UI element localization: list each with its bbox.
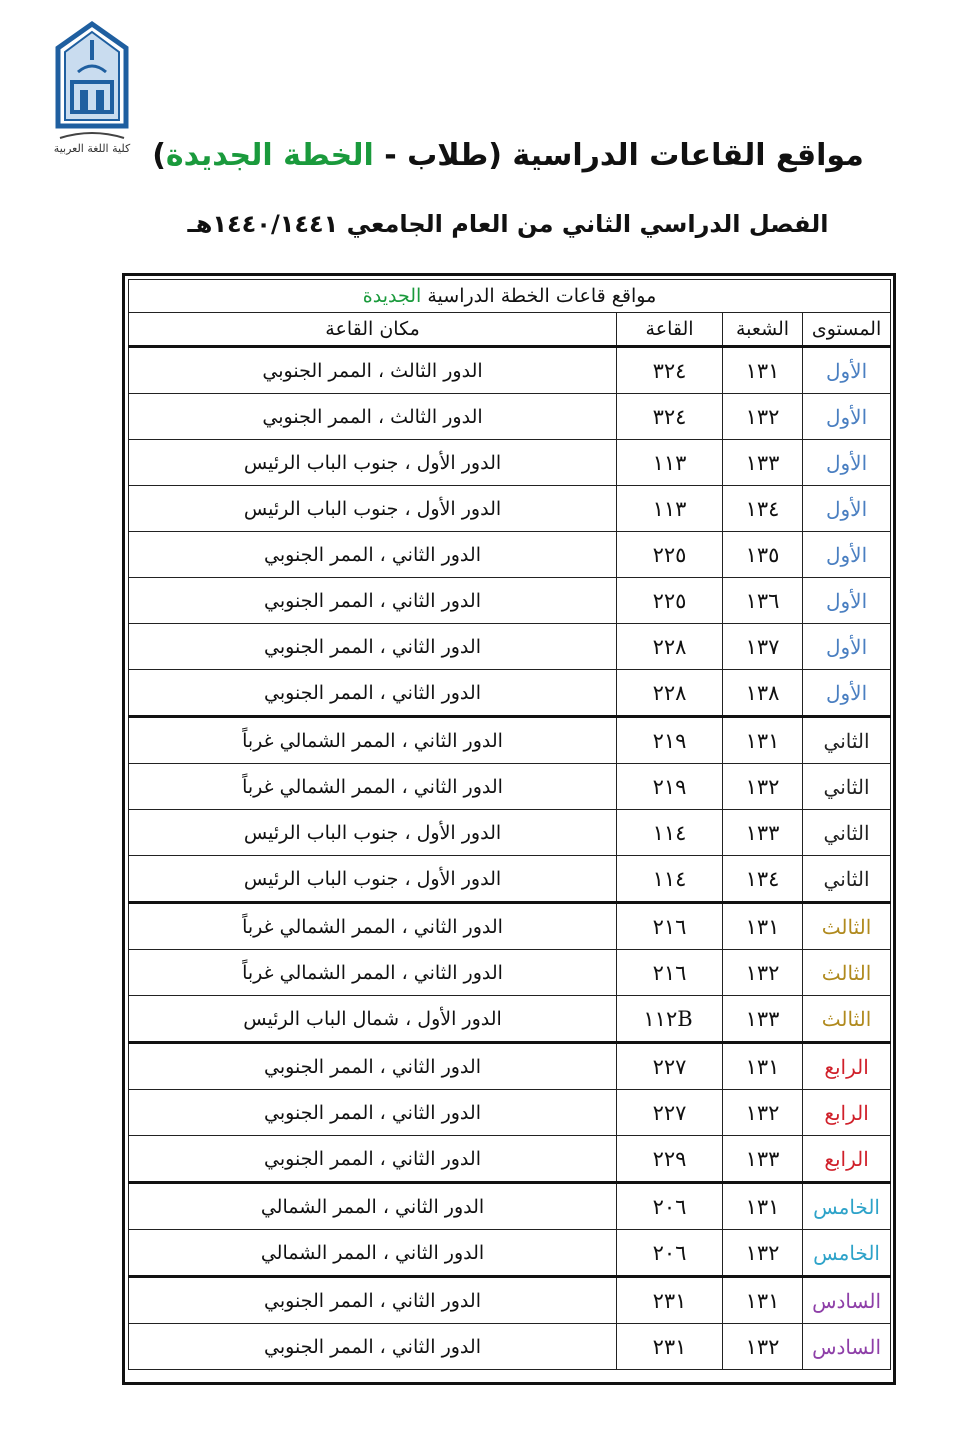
level-cell: الخامس xyxy=(803,1230,891,1277)
location-cell: الدور الثاني ، الممر الشمالي غرباً xyxy=(129,717,617,764)
table-row xyxy=(129,1324,891,1370)
caption-highlight: الجديدة xyxy=(362,285,422,307)
section-cell: ١٣٢ xyxy=(723,1090,803,1136)
section-cell: ١٣٦ xyxy=(723,578,803,624)
table-row xyxy=(129,394,891,440)
room-cell: ١١٤ xyxy=(617,810,723,856)
room-cell: ٢٢٩ xyxy=(617,1136,723,1183)
col-header-section: الشعبة xyxy=(723,313,803,347)
level-cell: الثالث xyxy=(803,903,891,950)
room-cell: ٢١٩ xyxy=(617,717,723,764)
location-cell: الدور الثالث ، الممر الجنوبي xyxy=(129,394,617,440)
section-cell: ١٣٢ xyxy=(723,764,803,810)
section-cell: ١٣٨ xyxy=(723,670,803,717)
room-cell: ٢٠٦ xyxy=(617,1183,723,1230)
page-title: مواقع القاعات الدراسية (طلاب - الخطة الجديدة) xyxy=(152,138,864,173)
room-cell: ٣٢٤ xyxy=(617,347,723,394)
title-highlight: الخطة الجديدة xyxy=(165,138,374,173)
table-row xyxy=(129,440,891,486)
section-cell: ١٣٥ xyxy=(723,532,803,578)
room-cell: ٢٢٨ xyxy=(617,624,723,670)
section-cell: ١٣٢ xyxy=(723,394,803,440)
location-cell: الدور الثاني ، الممر الجنوبي xyxy=(129,578,617,624)
level-cell: الأول xyxy=(803,624,891,670)
location-cell: الدور الأول ، جنوب الباب الرئيس xyxy=(129,440,617,486)
level-cell: الرابع xyxy=(803,1136,891,1183)
room-cell: ٢٣١ xyxy=(617,1277,723,1324)
section-cell: ١٣١ xyxy=(723,903,803,950)
level-cell: السادس xyxy=(803,1277,891,1324)
section-cell: ١٣١ xyxy=(723,717,803,764)
level-cell: الأول xyxy=(803,394,891,440)
table-row xyxy=(129,624,891,670)
section-cell: ١٣٢ xyxy=(723,1230,803,1277)
room-cell: ٢٢٧ xyxy=(617,1090,723,1136)
location-cell: الدور الثاني ، الممر الشمالي غرباً xyxy=(129,764,617,810)
level-cell: الأول xyxy=(803,532,891,578)
table-row xyxy=(129,1136,891,1183)
col-header-location: مكان القاعة xyxy=(129,313,617,347)
location-cell: الدور الأول ، جنوب الباب الرئيس xyxy=(129,486,617,532)
room-cell: ٢٣١ xyxy=(617,1324,723,1370)
table-row xyxy=(129,670,891,717)
section-cell: ١٣٣ xyxy=(723,810,803,856)
level-cell: السادس xyxy=(803,1324,891,1370)
table-row xyxy=(129,1043,891,1090)
table-row xyxy=(129,1230,891,1277)
table-row xyxy=(129,578,891,624)
section-cell: ١٣٣ xyxy=(723,1136,803,1183)
logo-caption: كلية اللغة العربية xyxy=(53,142,131,155)
room-cell: ٢٢٨ xyxy=(617,670,723,717)
location-cell: الدور الثاني ، الممر الجنوبي xyxy=(129,624,617,670)
table-row xyxy=(129,1277,891,1324)
rooms-table xyxy=(128,279,891,1370)
location-cell: الدور الثاني ، الممر الجنوبي xyxy=(129,1277,617,1324)
level-cell: الأول xyxy=(803,440,891,486)
page-subtitle: الفصل الدراسي الثاني من العام الجامعي ١٤٤٠/١٤٤١هـ xyxy=(187,210,829,238)
table-row xyxy=(129,486,891,532)
room-cell: ٢٢٥ xyxy=(617,578,723,624)
room-cell: ٢١٦ xyxy=(617,903,723,950)
table-caption: مواقع قاعات الخطة الدراسية الجديدة xyxy=(129,280,891,313)
room-cell: ٢٢٧ xyxy=(617,1043,723,1090)
room-cell: ١١٤ xyxy=(617,856,723,903)
section-cell: ١٣٤ xyxy=(723,486,803,532)
section-cell: ١٣٣ xyxy=(723,996,803,1043)
room-cell: ٢١٦ xyxy=(617,950,723,996)
room-cell: ١١٢B xyxy=(617,996,723,1043)
location-cell: الدور الأول ، شمال الباب الرئيس xyxy=(129,996,617,1043)
location-cell: الدور الثاني ، الممر الجنوبي xyxy=(129,1090,617,1136)
table-row xyxy=(129,1183,891,1230)
location-cell: الدور الأول ، جنوب الباب الرئيس xyxy=(129,810,617,856)
room-cell: ٢٢٥ xyxy=(617,532,723,578)
section-cell: ١٣١ xyxy=(723,1043,803,1090)
section-cell: ١٣٢ xyxy=(723,1324,803,1370)
table-row xyxy=(129,950,891,996)
level-cell: الثاني xyxy=(803,717,891,764)
level-cell: الأول xyxy=(803,347,891,394)
room-cell: ٢٠٦ xyxy=(617,1230,723,1277)
level-cell: الأول xyxy=(803,670,891,717)
level-cell: الخامس xyxy=(803,1183,891,1230)
table-row xyxy=(129,996,891,1043)
level-cell: الرابع xyxy=(803,1043,891,1090)
room-cell: ١١٣ xyxy=(617,486,723,532)
table-row xyxy=(129,903,891,950)
table-row xyxy=(129,717,891,764)
location-cell: الدور الأول ، جنوب الباب الرئيس xyxy=(129,856,617,903)
table-row xyxy=(129,532,891,578)
table-row xyxy=(129,856,891,903)
table-row xyxy=(129,764,891,810)
table-row xyxy=(129,1090,891,1136)
location-cell: الدور الثاني ، الممر الجنوبي xyxy=(129,532,617,578)
location-cell: الدور الثالث ، الممر الجنوبي xyxy=(129,347,617,394)
room-cell: ١١٣ xyxy=(617,440,723,486)
section-cell: ١٣٣ xyxy=(723,440,803,486)
level-cell: الرابع xyxy=(803,1090,891,1136)
table-row xyxy=(129,347,891,394)
level-cell: الأول xyxy=(803,486,891,532)
section-cell: ١٣١ xyxy=(723,1183,803,1230)
level-cell: الثاني xyxy=(803,856,891,903)
section-cell: ١٣١ xyxy=(723,1277,803,1324)
location-cell: الدور الثاني ، الممر الشمالي xyxy=(129,1183,617,1230)
location-cell: الدور الثاني ، الممر الشمالي xyxy=(129,1230,617,1277)
level-cell: الثالث xyxy=(803,996,891,1043)
section-cell: ١٣٤ xyxy=(723,856,803,903)
location-cell: الدور الثاني ، الممر الجنوبي xyxy=(129,1043,617,1090)
location-cell: الدور الثاني ، الممر الجنوبي xyxy=(129,1136,617,1183)
section-cell: ١٣٧ xyxy=(723,624,803,670)
room-cell: ٣٢٤ xyxy=(617,394,723,440)
location-cell: الدور الثاني ، الممر الجنوبي xyxy=(129,670,617,717)
level-cell: الثاني xyxy=(803,764,891,810)
table-row xyxy=(129,810,891,856)
section-cell: ١٣٢ xyxy=(723,950,803,996)
location-cell: الدور الثاني ، الممر الشمالي غرباً xyxy=(129,903,617,950)
room-cell: ٢١٩ xyxy=(617,764,723,810)
level-cell: الثاني xyxy=(803,810,891,856)
col-header-room: القاعة xyxy=(617,313,723,347)
location-cell: الدور الثاني ، الممر الشمالي غرباً xyxy=(129,950,617,996)
location-cell: الدور الثاني ، الممر الجنوبي xyxy=(129,1324,617,1370)
col-header-level: المستوى xyxy=(803,313,891,347)
level-cell: الأول xyxy=(803,578,891,624)
section-cell: ١٣١ xyxy=(723,347,803,394)
level-cell: الثالث xyxy=(803,950,891,996)
